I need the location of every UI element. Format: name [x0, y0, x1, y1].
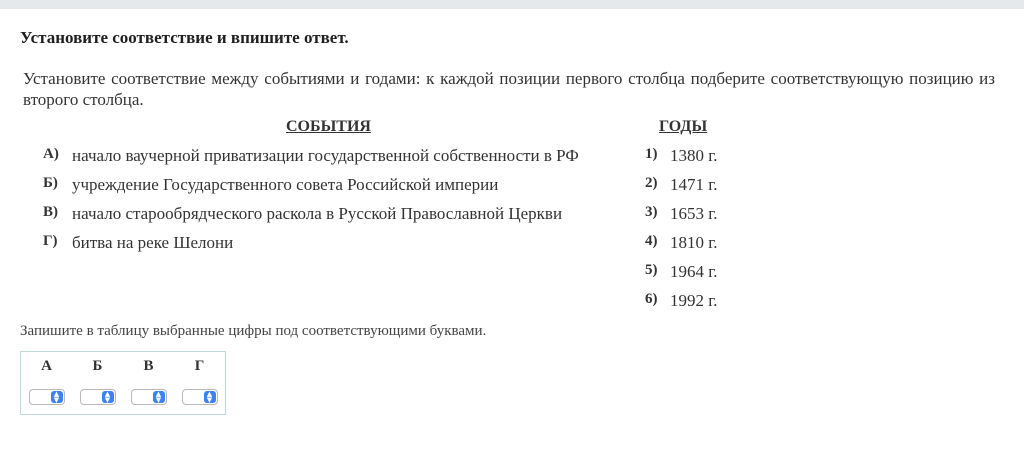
task-intro: Установите соответствие между событиями и годами: к каждой позиции первого столбца подберите соответствующую позицию из второго столбца.: [23, 69, 995, 109]
event-letter: А): [43, 146, 59, 162]
answer-letter-g: Г: [194, 357, 205, 374]
events-column-title: СОБЫТИЯ: [286, 118, 371, 135]
event-letter: Г): [43, 233, 58, 249]
answer-select-g[interactable]: [182, 389, 218, 405]
years-column-title: ГОДЫ: [659, 118, 708, 135]
year-number: 6): [645, 291, 658, 307]
answer-table: [20, 351, 226, 415]
select-arrows-icon: ▲ ▼: [51, 391, 63, 403]
event-text: начало старообрядческого раскола в Русской Православной Церкви: [72, 204, 563, 223]
select-arrows-icon: ▲ ▼: [204, 391, 216, 403]
answer-select-b[interactable]: [80, 389, 116, 405]
task-heading: Установите соответствие и впишите ответ.: [20, 28, 349, 47]
answer-cell: [72, 380, 123, 415]
answer-hint: Запишите в таблицу выбранные цифры под соответствующими буквами.: [20, 323, 487, 339]
event-letter: Б): [43, 175, 58, 191]
answer-select-a[interactable]: [29, 389, 65, 405]
event-text: учреждение Государственного совета Российской империи: [72, 175, 499, 194]
year-text: 1964 г.: [670, 262, 718, 281]
year-number: 4): [645, 233, 658, 249]
event-letter: В): [43, 204, 58, 220]
answer-letter-a: А: [41, 357, 52, 374]
answer-cell: [21, 380, 73, 415]
select-arrows-icon: ▲ ▼: [102, 391, 114, 403]
event-text: начало ваучерной приватизации государственной собственности в РФ: [72, 146, 579, 165]
year-text: 1810 г.: [670, 233, 718, 252]
year-text: 1653 г.: [670, 204, 718, 223]
select-arrows-icon: ▲ ▼: [153, 391, 165, 403]
year-number: 1): [645, 146, 658, 162]
year-text: 1992 г.: [670, 291, 718, 310]
year-number: 2): [645, 175, 658, 191]
year-number: 3): [645, 204, 658, 220]
answer-select-v[interactable]: [131, 389, 167, 405]
answer-letter-b: Б: [92, 357, 103, 374]
year-text: 1380 г.: [670, 146, 718, 165]
year-number: 5): [645, 262, 658, 278]
answer-cell: [123, 380, 174, 415]
top-bar: [0, 0, 1024, 9]
event-text: битва на реке Шелони: [72, 233, 234, 252]
answer-letter-v: В: [143, 357, 154, 374]
year-text: 1471 г.: [670, 175, 718, 194]
answer-cell: [174, 380, 226, 415]
